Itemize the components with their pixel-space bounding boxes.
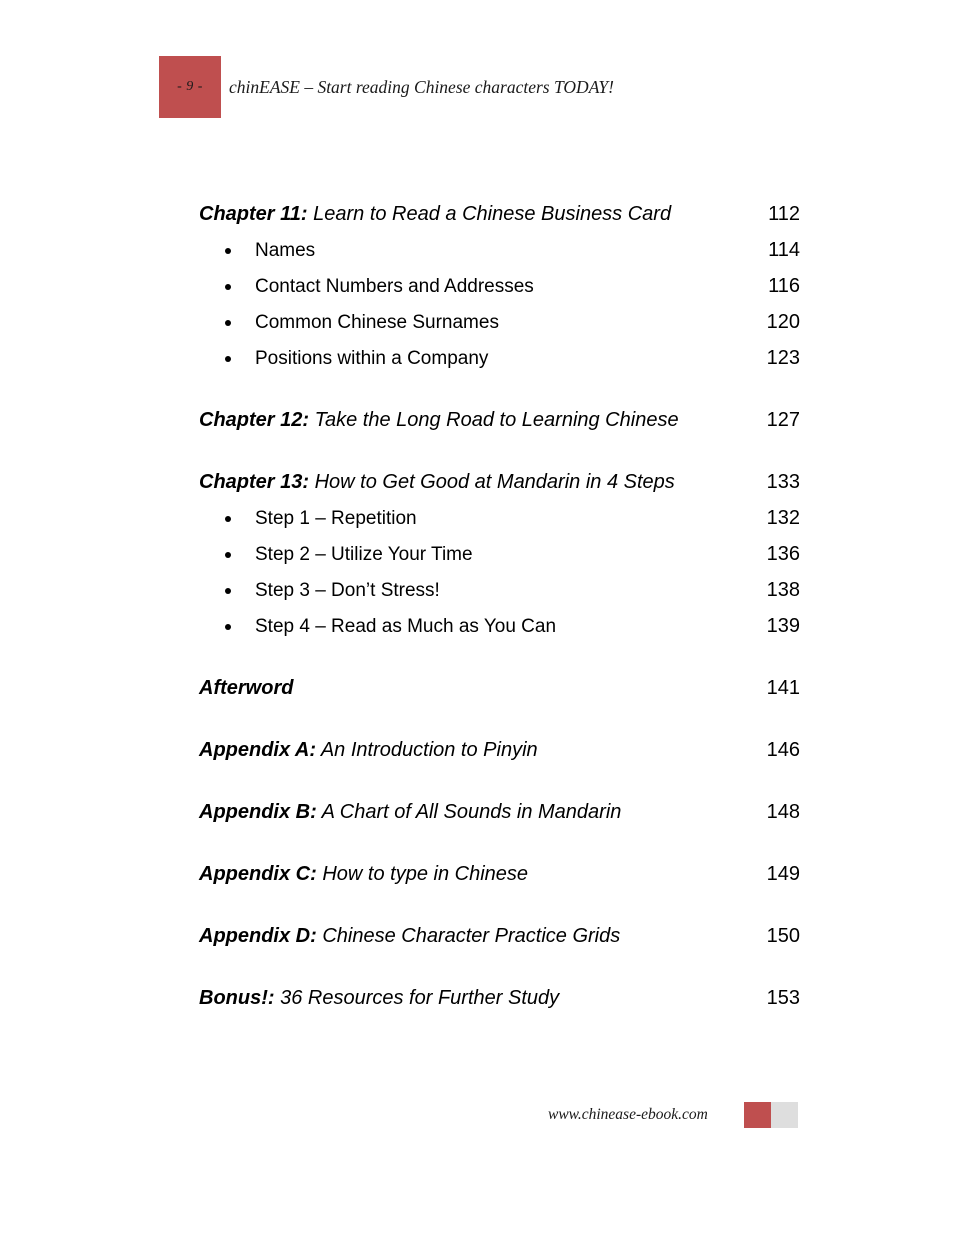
toc-page-number: 116 [768, 275, 800, 297]
toc-entry-lead: Bonus!: [199, 987, 275, 1009]
toc-entry-label [199, 464, 675, 500]
page-number-badge [159, 56, 221, 118]
toc-chapter-entry[interactable] [199, 794, 800, 830]
toc-page-number: 133 [766, 471, 800, 493]
toc-entry-title: Step 1 – Repetition [255, 508, 417, 529]
toc-sub-entry[interactable] [199, 340, 800, 376]
toc-page-number: 148 [766, 801, 800, 823]
toc-entry-label [199, 609, 556, 645]
toc-page-number: 139 [766, 615, 800, 637]
page-footer [548, 1100, 800, 1130]
toc-page-number: 141 [766, 677, 800, 699]
bullet-icon [225, 356, 231, 362]
website-url: www.chinease-ebook.com [548, 1106, 708, 1123]
toc-sub-entry[interactable] [199, 608, 800, 644]
toc-entry-title: Step 3 – Don’t Stress! [255, 580, 440, 601]
toc-entry-label [199, 573, 440, 609]
toc-sub-entry[interactable] [199, 232, 800, 268]
toc-entry-title: Step 2 – Utilize Your Time [255, 544, 473, 565]
toc-page-number: 114 [768, 239, 800, 261]
page-header [159, 56, 800, 118]
bullet-icon [225, 624, 231, 630]
toc-chapter-entry[interactable] [199, 918, 800, 954]
toc-entry-title: An Introduction to Pinyin [316, 739, 538, 761]
toc-entry-title: Common Chinese Surnames [255, 312, 499, 333]
toc-entry-label [199, 794, 621, 830]
toc-chapter-entry[interactable] [199, 402, 800, 438]
toc-page-number: 149 [766, 863, 800, 885]
toc-entry-title: How to Get Good at Mandarin in 4 Steps [309, 471, 675, 493]
toc-entry-title: How to type in Chinese [316, 863, 529, 885]
toc-entry-label [199, 537, 473, 573]
toc-entry-title: Chinese Character Practice Grids [316, 925, 621, 947]
toc-sub-entry[interactable] [199, 304, 800, 340]
toc-entry-label [199, 918, 620, 954]
toc-entry-title: 36 Resources for Further Study [274, 987, 560, 1009]
bullet-icon [225, 516, 231, 522]
toc-chapter-entry[interactable] [199, 980, 800, 1016]
bullet-icon [225, 284, 231, 290]
toc-entry-title: Names [255, 240, 316, 261]
toc-entry-lead: Appendix A: [199, 739, 317, 761]
toc-entry-title: Step 4 – Read as Much as You Can [255, 616, 557, 637]
toc-entry-lead: Appendix C: [199, 863, 317, 885]
toc-page-number: 132 [766, 507, 800, 529]
gray-swatch [771, 1102, 798, 1128]
toc-page-number: 138 [766, 579, 800, 601]
book-title-header: chinEASE – Start reading Chinese characters TODAY! [229, 76, 614, 97]
toc-entry-lead: Appendix B: [199, 801, 317, 823]
toc-page-number: 127 [766, 409, 800, 431]
toc-chapter-entry[interactable] [199, 196, 800, 232]
toc-page-number: 153 [766, 987, 800, 1009]
toc-chapter-entry[interactable] [199, 464, 800, 500]
toc-entry-label [199, 732, 538, 768]
toc-entry-title: Contact Numbers and Addresses [255, 276, 534, 297]
table-of-contents [199, 196, 800, 1016]
toc-entry-label [199, 980, 559, 1016]
bullet-icon [225, 320, 231, 326]
toc-sub-entry[interactable] [199, 536, 800, 572]
toc-entry-label [199, 501, 417, 537]
bullet-icon [225, 248, 231, 254]
toc-entry-lead: Chapter 13: [199, 471, 310, 493]
toc-entry-label [199, 856, 528, 892]
toc-entry-label [199, 196, 671, 232]
page-number-label: - 9 - [177, 79, 203, 94]
toc-chapter-entry[interactable] [199, 856, 800, 892]
toc-entry-label [199, 670, 293, 706]
toc-page-number: 123 [766, 347, 800, 369]
toc-page-number: 146 [766, 739, 800, 761]
toc-sub-entry[interactable] [199, 500, 800, 536]
toc-entry-title: Positions within a Company [255, 348, 489, 369]
footer-swatches [744, 1102, 798, 1128]
red-swatch [744, 1102, 771, 1128]
toc-entry-title: Learn to Read a Chinese Business Card [307, 203, 672, 225]
toc-entry-title: Take the Long Road to Learning Chinese [309, 409, 679, 431]
toc-chapter-entry[interactable] [199, 732, 800, 768]
toc-entry-label [199, 341, 488, 377]
toc-page-number: 136 [766, 543, 800, 565]
toc-entry-label [199, 305, 499, 341]
bullet-icon [225, 588, 231, 594]
toc-entry-label [199, 269, 534, 305]
toc-entry-label [199, 402, 679, 438]
toc-chapter-entry[interactable] [199, 670, 800, 706]
toc-entry-label [199, 233, 315, 269]
toc-entry-lead: Chapter 12: [199, 409, 310, 431]
toc-entry-title: A Chart of All Sounds in Mandarin [316, 801, 622, 823]
toc-entry-lead: Afterword [199, 677, 294, 699]
toc-entry-lead: Appendix D: [199, 925, 317, 947]
toc-sub-entry[interactable] [199, 572, 800, 608]
bullet-icon [225, 552, 231, 558]
toc-entry-lead: Chapter 11: [199, 203, 308, 225]
toc-page-number: 112 [768, 203, 800, 225]
toc-sub-entry[interactable] [199, 268, 800, 304]
toc-page-number: 150 [766, 925, 800, 947]
toc-page-number: 120 [766, 311, 800, 333]
